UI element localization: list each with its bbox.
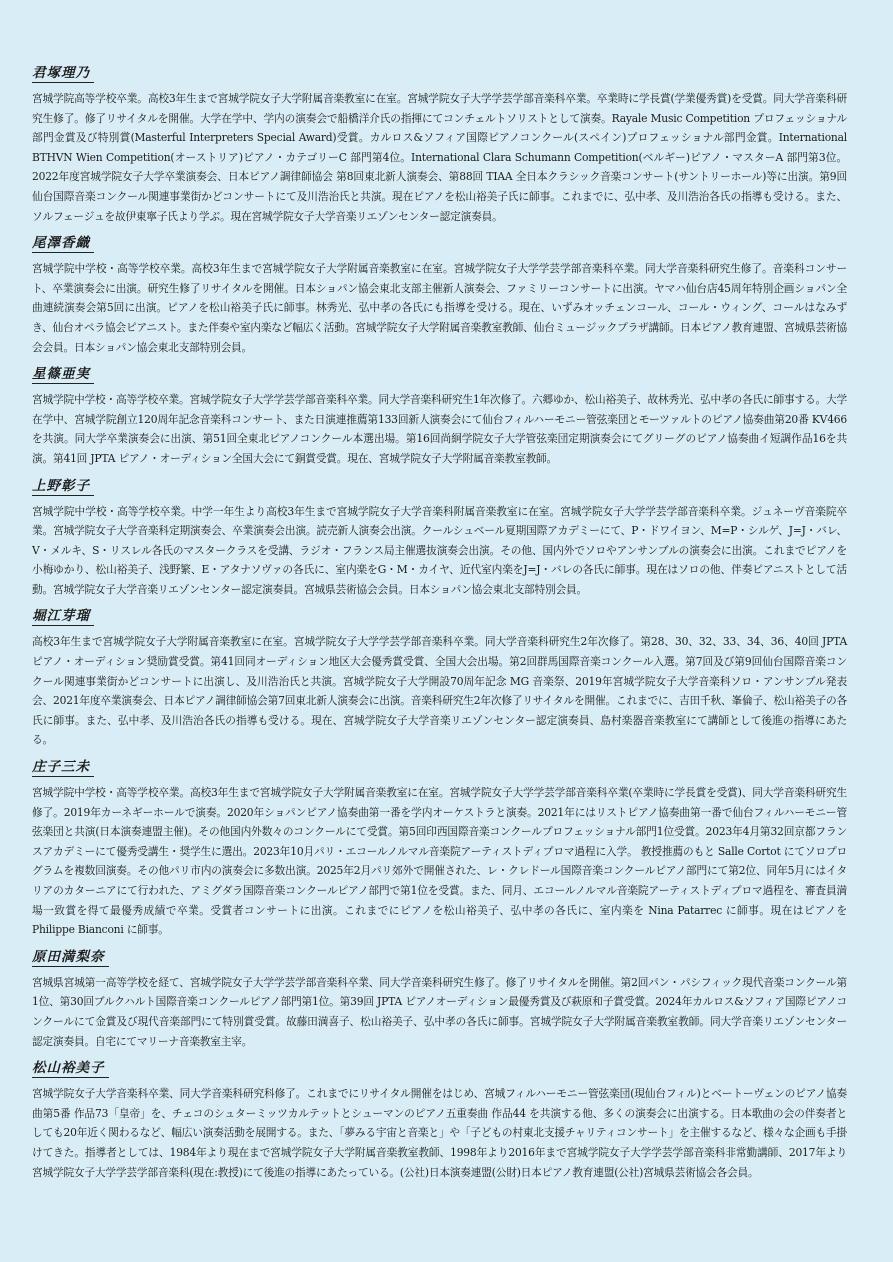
- performer-name: 尾澤香織: [32, 234, 94, 253]
- bio-section: [32, 475, 847, 600]
- performer-biography: 宮城学院中学校・高等学校卒業。宮城学院女子大学学芸学部音楽科卒業。同大学音楽科研究生1年次修了。六郷ゆか、松山裕美子、故林秀光、弘中孝の各氏に師事する。大学在学中、宮城学院創立120周年記念音楽科コンサート、また日演連推薦第133回新人演奏会にて仙台フィルハーモニー管弦楽団とモーツァルトのピアノ協奏曲第20番 KV466を共演。同大学卒業演奏会に出演、第51回全東北ピアノコンクール本選出場。第16回尚絅学院女子大学管弦楽団定期演奏会にてグリーグのピアノ協奏曲イ短調作品16を共演。第41回 JPTA ピアノ・オーディション全国大会にて銅賞受賞。現在、宮城学院女子大学附属音楽教室教師。: [32, 393, 847, 465]
- bio-section: [32, 232, 847, 357]
- performer-name: 松山裕美子: [32, 1059, 109, 1078]
- bio-section: [32, 363, 847, 468]
- bio-section: [32, 605, 847, 750]
- bio-section: [32, 946, 847, 1051]
- bio-section: [32, 756, 847, 940]
- performer-biography: 宮城学院高等学校卒業。高校3年生まで宮城学院女子大学附属音楽教室に在室。宮城学院女子大学学芸学部音楽科卒業。卒業時に学長賞(学業優秀賞)を受賞。同大学音楽科研究生修了。修了リサイタルを開催。大学在学中、学内の演奏会で船橋洋介氏の指揮にてコンチェルトソリストとして演奏。Rayale Music Competition プロフェッショナル部門金賞及び特別賞(Masterful Interpreters Special Award)受賞。カルロス&ソフィア国際ピアノコンクール(スペイン)プロフェッショナル部門金賞。International BTHVN Wien Competition(オーストリア)ピアノ・カテゴリーC 部門第4位。International Clara Schumann Competition(ベルギー)ピアノ・マスターA 部門第3位。2022年度宮城学院女子大学卒業演奏会、日本ピアノ調律師協会 第8回東北新人演奏会、第88回 TIAA 全日本クラシック音楽コンサート(サントリーホール)等に出演。第9回仙台国際音楽コンクール関連事業街かどコンサートにて及川浩治氏と共演。現在ピアノを松山裕美子氏に師事。これまでに、弘中孝、及川浩治各氏の指導も受ける。また、ソルフェージュを故伊東寧子氏より学ぶ。現在宮城学院女子大学音楽リエゾンセンター認定演奏員。: [32, 92, 847, 223]
- performer-name: 堀江芽瑠: [32, 607, 94, 626]
- performer-biography: 高校3年生まで宮城学院女子大学附属音楽教室に在室。宮城学院女子大学学芸学部音楽科卒業。同大学音楽科研究生2年次修了。第28、30、32、33、34、36、40回 JPTA ピアノ・オーディション奨励賞受賞。第41回同オーディション地区大会優秀賞受賞、全国大会出場。第2回群馬国際音楽コンクール入選。第7回及び第9回仙台国際音楽コンクール関連事業街かどコンサートに出演し、及川浩治氏と共演。宮城学院女子大学開設70周年記念 MG 音楽祭、2019年宮城学院女子大学音楽科ソロ・アンサンブル発表会、2021年度卒業演奏会、日本ピアノ調律師協会第7回東北新人演奏会に出演。音楽科研究生2年次修了リサイタルを開催。これまでに、吉田千秋、峯倫子、松山裕美子の各氏に師事。また、弘中孝、及川浩治各氏の指導も受ける。現在、宮城学院女子大学音楽リエゾンセンター認定演奏員、島村楽器音楽教室にて講師として後進の指導にあたる。: [32, 635, 847, 747]
- bio-section: [32, 62, 847, 226]
- performer-biography: 宮城学院中学校・高等学校卒業。中学一年生より高校3年生まで宮城学院女子大学音楽科附属音楽教室に在室。宮城学院女子大学学芸学部音楽科卒業。ジュネーヴ音楽院卒業。宮城学院女子大学音楽科定期演奏会、卒業演奏会出演。読売新人演奏会出演。クールシュベール夏期国際アカデミーにて、P・ドワイヨン、M=P・シルゲ、J=J・バレ、V・メルキ、S・リスレル各氏のマスタークラスを受講、ラジオ・フランス局主催選抜演奏会出演。その他、国内外でソロやアンサンブルの演奏会に出演。これまでピアノを小梅ゆかり、松山裕美子、浅野繁、E・アタナソヴァの各氏に、室内楽をG・M・カイヤ、近代室内楽をJ=J・バレの各氏に師事。現在はソロの他、伴奏ピアニストとして活動。宮城学院女子大学音楽リエゾンセンター認定演奏員。宮城県芸術協会会員。日本ショパン協会東北支部特別会員。: [32, 504, 847, 596]
- bio-section: [32, 1057, 847, 1182]
- performer-biography: 宮城学院女子大学音楽科卒業、同大学音楽科研究科修了。これまでにリサイタル開催をはじめ、宮城フィルハーモニー管弦楽団(現仙台フィル)とベートーヴェンのピアノ協奏曲第5番 作品73「皇帝」を、チェコのシュターミッツカルテットとシューマンのピアノ五重奏曲 作品44 を共演する他、多くの演奏会に出演する。日本歌曲の会の伴奏者としても20年近く関わるなど、幅広い演奏活動を展開する。また、「夢みる宇宙と音楽と」や「子どもの村東北支援チャリティコンサート」を主催するなど、様々な企画も手掛けてきた。指導者としては、1984年より現在まで宮城学院女子大学附属音楽教室教師、1998年より2016年まで宮城学院女子大学学芸学部音楽科非常勤講師、2017年より宮城学院女子大学学芸学部音楽科(現在:教授)にて後進の指導にあたっている。(公社)日本演奏連盟(公財)日本ピアノ教育連盟(公社)宮城県芸術協会各会員。: [32, 1087, 847, 1179]
- performer-name: 庄子三未: [32, 758, 94, 777]
- performer-name: 星篠亜実: [32, 365, 94, 384]
- performer-biography: 宮城学院中学校・高等学校卒業。高校3年生まで宮城学院女子大学附属音楽教室に在室。宮城学院女子大学学芸学部音楽科卒業(卒業時に学長賞を受賞)、同大学音楽科研究生修了。2019年カーネギーホールで演奏。2020年ショパンピアノ協奏曲第一番を学内オーケストラと演奏。2021年にはリストピアノ協奏曲第一番で仙台フィルハーモニー管弦楽団と共演(日本演奏連盟主催)。その他国内外数々のコンクールにて受賞。第5回印西国際音楽コンクールプロフェッショナル部門1位受賞。2023年4月第32回京都フランスアカデミーにて優秀受講生・奨学生に選出。2023年10月パリ・エコールノルマル音楽院アーティストディプロマ過程に入学。 教授推薦のもと Salle Cortot にてソロプログラムを複数回演奏。その他パリ市内の演奏会に多数出演。2025年2月パリ郊外で開催された、レ・クレドール国際音楽コンクールピアノ部門にて第2位、同年5月にはイタリアのカターニアにて行われた、アミグダラ国際音楽コンクールピアノ部門で第1位を受賞。また、同月、エコールノルマル音楽院アーティストディプロマ過程を、審査員満場一致賞を得て最優秀成績で卒業。受賞者コンサートに出演。これまでにピアノを松山裕美子、弘中孝の各氏に、室内楽を Nina Patarrec に師事。現在はピアノを Philippe Bianconi に師事。: [32, 786, 847, 937]
- performer-biography: 宮城県宮城第一高等学校を経て、宮城学院女子大学学芸学部音楽科卒業、同大学音楽科研究生修了。修了リサイタルを開催。第2回パン・パシフィック現代音楽コンクール第1位、第30回ブルクハルト国際音楽コンクールピアノ部門第1位。第39回 JPTA ピアノオーディション最優秀賞及び萩原和子賞受賞。2024年カルロス&ソフィア国際ピアノコンクールにて金賞及び現代音楽部門にて特別賞受賞。故藤田満喜子、松山裕美子、弘中孝の各氏に師事。宮城学院女子大学附属音楽教室教師。同大学音楽リエゾンセンター認定演奏員。自宅にてマリーナ音楽教室主宰。: [32, 975, 847, 1048]
- performer-name: 君塚理乃: [32, 64, 94, 83]
- performer-name: 上野彰子: [32, 477, 94, 496]
- performer-biography: 宮城学院中学校・高等学校卒業。高校3年生まで宮城学院女子大学附属音楽教室に在室。宮城学院女子大学学芸学部音楽科卒業。同大学音楽科研究生修了。音楽科コンサート、卒業演奏会に出演。研究生修了リサイタルを開催。日本ショパン協会東北支部主催新人演奏会、ファミリーコンサートに出演。ヤマハ仙台店45周年特別企画ショパン全曲連続演奏会第5回に出演。ピアノを松山裕美子氏に師事。林秀光、弘中孝の各氏にも指導を受ける。現在、いずみオッチェンコール、コール・ウィング、コールはなみずき、仙台オペラ協会ピアニスト。また伴奏や室内楽など幅広く活動。宮城学院女子大学附属音楽教室教師、仙台ミュージックプラザ講師。日本ピアノ教育連盟、宮城県芸術協会会員。日本ショパン協会東北支部特別会員。: [32, 262, 847, 354]
- performer-name: 原田満梨奈: [32, 948, 109, 967]
